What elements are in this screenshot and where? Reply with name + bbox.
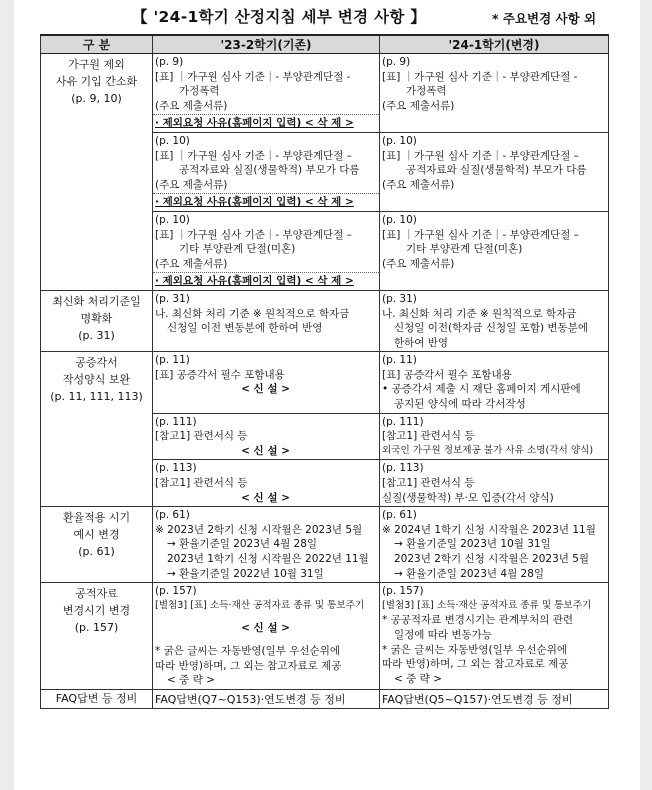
new-cell: (p. 11) [표] 공증각서 필수 포함내용 • 공증각서 제출 시 재단 홈페이지 게시판에 공지된 양식에 따라 각서작성 (380, 352, 609, 413)
new-cell: (p. 10) [표] ｜가구원 심사 기준｜- 부양관계단절 – 기타 부양관계 단절(미혼) (주요 제출서류) (380, 211, 609, 290)
header-old: '23-2학기(기존) (153, 35, 380, 54)
old-cell: (p. 111) [참고1] 관련서식 등 < 신 설 > (153, 413, 380, 460)
new-cell: (p. 157) [별첨3] [표] 소득·재산 공적자료 종류 및 통보주기 * 공공적자료 변경시기는 관계부처의 관련 일정에 따라 변동가능 * 굵은 글씨는 자동반영(일부 우선순위에 따라 반영)하며, 그 외는 참고자료로 제공 < 중 략 > (380, 583, 609, 690)
table-row (41, 352, 609, 413)
old-cell: (p. 9) [표] ｜가구원 심사 기준｜- 부양관계단절 - 가정폭력 (주요 제출서류) · 제외요청 사유(홈페이지 입력) < 삭 제 > (153, 54, 380, 133)
old-cell: (p. 10) [표] ｜가구원 심사 기준｜- 부양관계단절 – 공적자료와 실질(생물학적) 부모가 다름 (주요 제출서류) · 제외요청 사유(홈페이지 입력) < 삭 제 > (153, 132, 380, 211)
old-cell: FAQ답변(Q7~Q153)·연도변경 등 정비 (153, 689, 380, 708)
row-category: 공적자료 변경시기 변경 (p. 157) (41, 583, 153, 690)
table-header-row (41, 35, 609, 54)
old-cell: (p. 31) 나. 최신화 처리 기준 ※ 원칙적으로 학자금 신청일 이전 변동분에 한하여 반영 (153, 290, 380, 351)
document-title: 【 '24-1학기 산정지침 세부 변경 사항 】 (132, 8, 427, 26)
new-cell: FAQ답변(Q5~Q157)·연도변경 등 정비 (380, 689, 609, 708)
old-cell: (p. 113) [참고1] 관련서식 등 < 신 설 > (153, 460, 380, 507)
row-category: 환율적용 시기 예시 변경 (p. 61) (41, 507, 153, 583)
new-cell: (p. 10) [표] ｜가구원 심사 기준｜- 부양관계단절 – 공적자료와 실질(생물학적) 부모가 다름 (주요 제출서류) (380, 132, 609, 211)
old-cell: (p. 157) [별첨3] [표] 소득·재산 공적자료 종류 및 통보주기 < 신 설 > * 굵은 글씨는 자동반영(일부 우선순위에 따라 반영)하며, 그 외는 참고자료로 제공 < 중 략 > (153, 583, 380, 690)
new-cell: (p. 61) ※ 2024년 1학기 신청 시작월은 2023년 11월 → 환율기준일 2023년 10월 31일 2023년 2학기 신청 시작월은 2023년 5월 → 환율기준일 2023년 4월 28일 (380, 507, 609, 583)
row-category: 가구원 제외 사유 기입 간소화 (p. 9, 10) (41, 54, 153, 291)
new-cell: (p. 31) 나. 최신화 처리 기준 ※ 원칙적으로 학자금 신청일 이전(학자금 신청일 포함) 변동분에 한하여 반영 (380, 290, 609, 351)
table-row (41, 54, 609, 133)
table-row (41, 583, 609, 690)
delete-note: · 제외요청 사유(홈페이지 입력) < 삭 제 > (155, 275, 354, 288)
table-row (41, 290, 609, 351)
new-cell: (p. 111) [참고1] 관련서식 등 외국인 가구원 정보제공 불가 사유 소명(각서 양식) (380, 413, 609, 460)
document-subtitle: * 주요변경 사항 외 (492, 11, 597, 26)
header-new: '24-1학기(변경) (380, 35, 609, 54)
table-row (41, 507, 609, 583)
new-cell: (p. 9) [표] ｜가구원 심사 기준｜- 부양관계단절 - 가정폭력 (주요 제출서류) (380, 54, 609, 133)
row-category: 공증각서 작성양식 보완 (p. 11, 111, 113) (41, 352, 153, 507)
table-row (41, 689, 609, 708)
delete-note: · 제외요청 사유(홈페이지 입력) < 삭 제 > (155, 117, 354, 130)
changes-table (40, 34, 609, 709)
row-category: FAQ답변 등 정비 (41, 689, 153, 708)
delete-note: · 제외요청 사유(홈페이지 입력) < 삭 제 > (155, 196, 354, 209)
old-cell: (p. 61) ※ 2023년 2학기 신청 시작월은 2023년 5월 → 환율기준일 2023년 4월 28일 2023년 1학기 신청 시작월은 2022년 11월 → 환율기준일 2022년 10월 31일 (153, 507, 380, 583)
old-cell: (p. 11) [표] 공증각서 필수 포함내용 < 신 설 > (153, 352, 380, 413)
header-category: 구 분 (41, 35, 153, 54)
new-cell: (p. 113) [참고1] 관련서식 등 실질(생물학적) 부·모 입증(각서 양식) (380, 460, 609, 507)
old-cell: (p. 10) [표] ｜가구원 심사 기준｜- 부양관계단절 – 기타 부양관계 단절(미혼) (주요 제출서류) · 제외요청 사유(홈페이지 입력) < 삭 제 > (153, 211, 380, 290)
row-category: 최신화 처리기준일 명확화 (p. 31) (41, 290, 153, 351)
